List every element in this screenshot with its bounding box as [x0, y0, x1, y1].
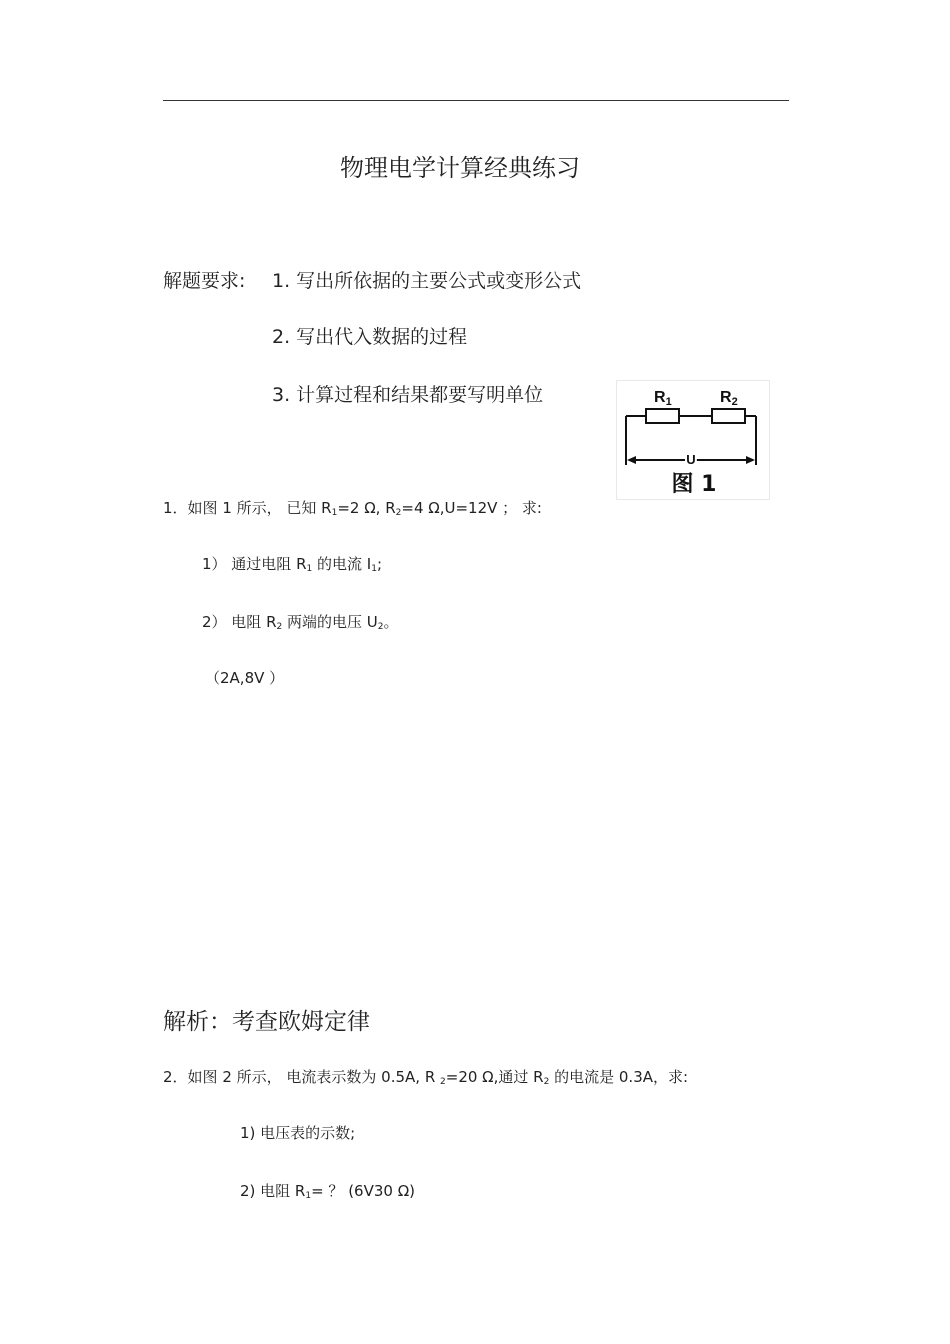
r1-label: R1: [654, 389, 672, 408]
question-1-part-1: 1） 通过电阻 $R_1$ 的电流 $I_1$;: [202, 555, 383, 574]
page-title: 物理电学计算经典练习: [340, 154, 580, 182]
voltage-label: U: [686, 452, 696, 467]
question-1-answer: （2A,8V ）: [205, 669, 285, 687]
requirement-3: 3. 计算过程和结果都要写明单位: [272, 384, 544, 406]
requirements-label: 解题要求:: [163, 270, 246, 292]
figure-1-circuit: [616, 380, 770, 500]
question-1-part-2: 2） 电阻 $R_2$ 两端的电压 $U_2$。: [202, 613, 399, 632]
resistor-r2: [712, 409, 745, 423]
question-2-part-1: 1) 电压表的示数;: [240, 1124, 356, 1142]
r2-label: R2: [720, 389, 738, 408]
figure-1-caption: 图 1: [671, 472, 717, 497]
analysis-heading: 解析：考查欧姆定律: [163, 1009, 370, 1035]
question-1-stem: 1．如图 1 所示， 已知 $R_1=2$ Ω, $R_2=4$ Ω,U=12V ； 求:: [163, 499, 542, 518]
question-2-part-2: 2) 电阻 $R_1=$ ？ (6V30 Ω): [240, 1182, 416, 1201]
requirement-2: 2. 写出代入数据的过程: [272, 326, 468, 348]
resistor-r1: [646, 409, 679, 423]
question-2-stem: 2．如图 2 所示， 电流表示数为 0.5A, R $_2$=20 Ω,通过 $R_2$ 的电流是 0.3A，求:: [163, 1068, 689, 1087]
header-rule: [163, 100, 789, 101]
requirement-1: 1. 写出所依据的主要公式或变形公式: [272, 270, 582, 292]
